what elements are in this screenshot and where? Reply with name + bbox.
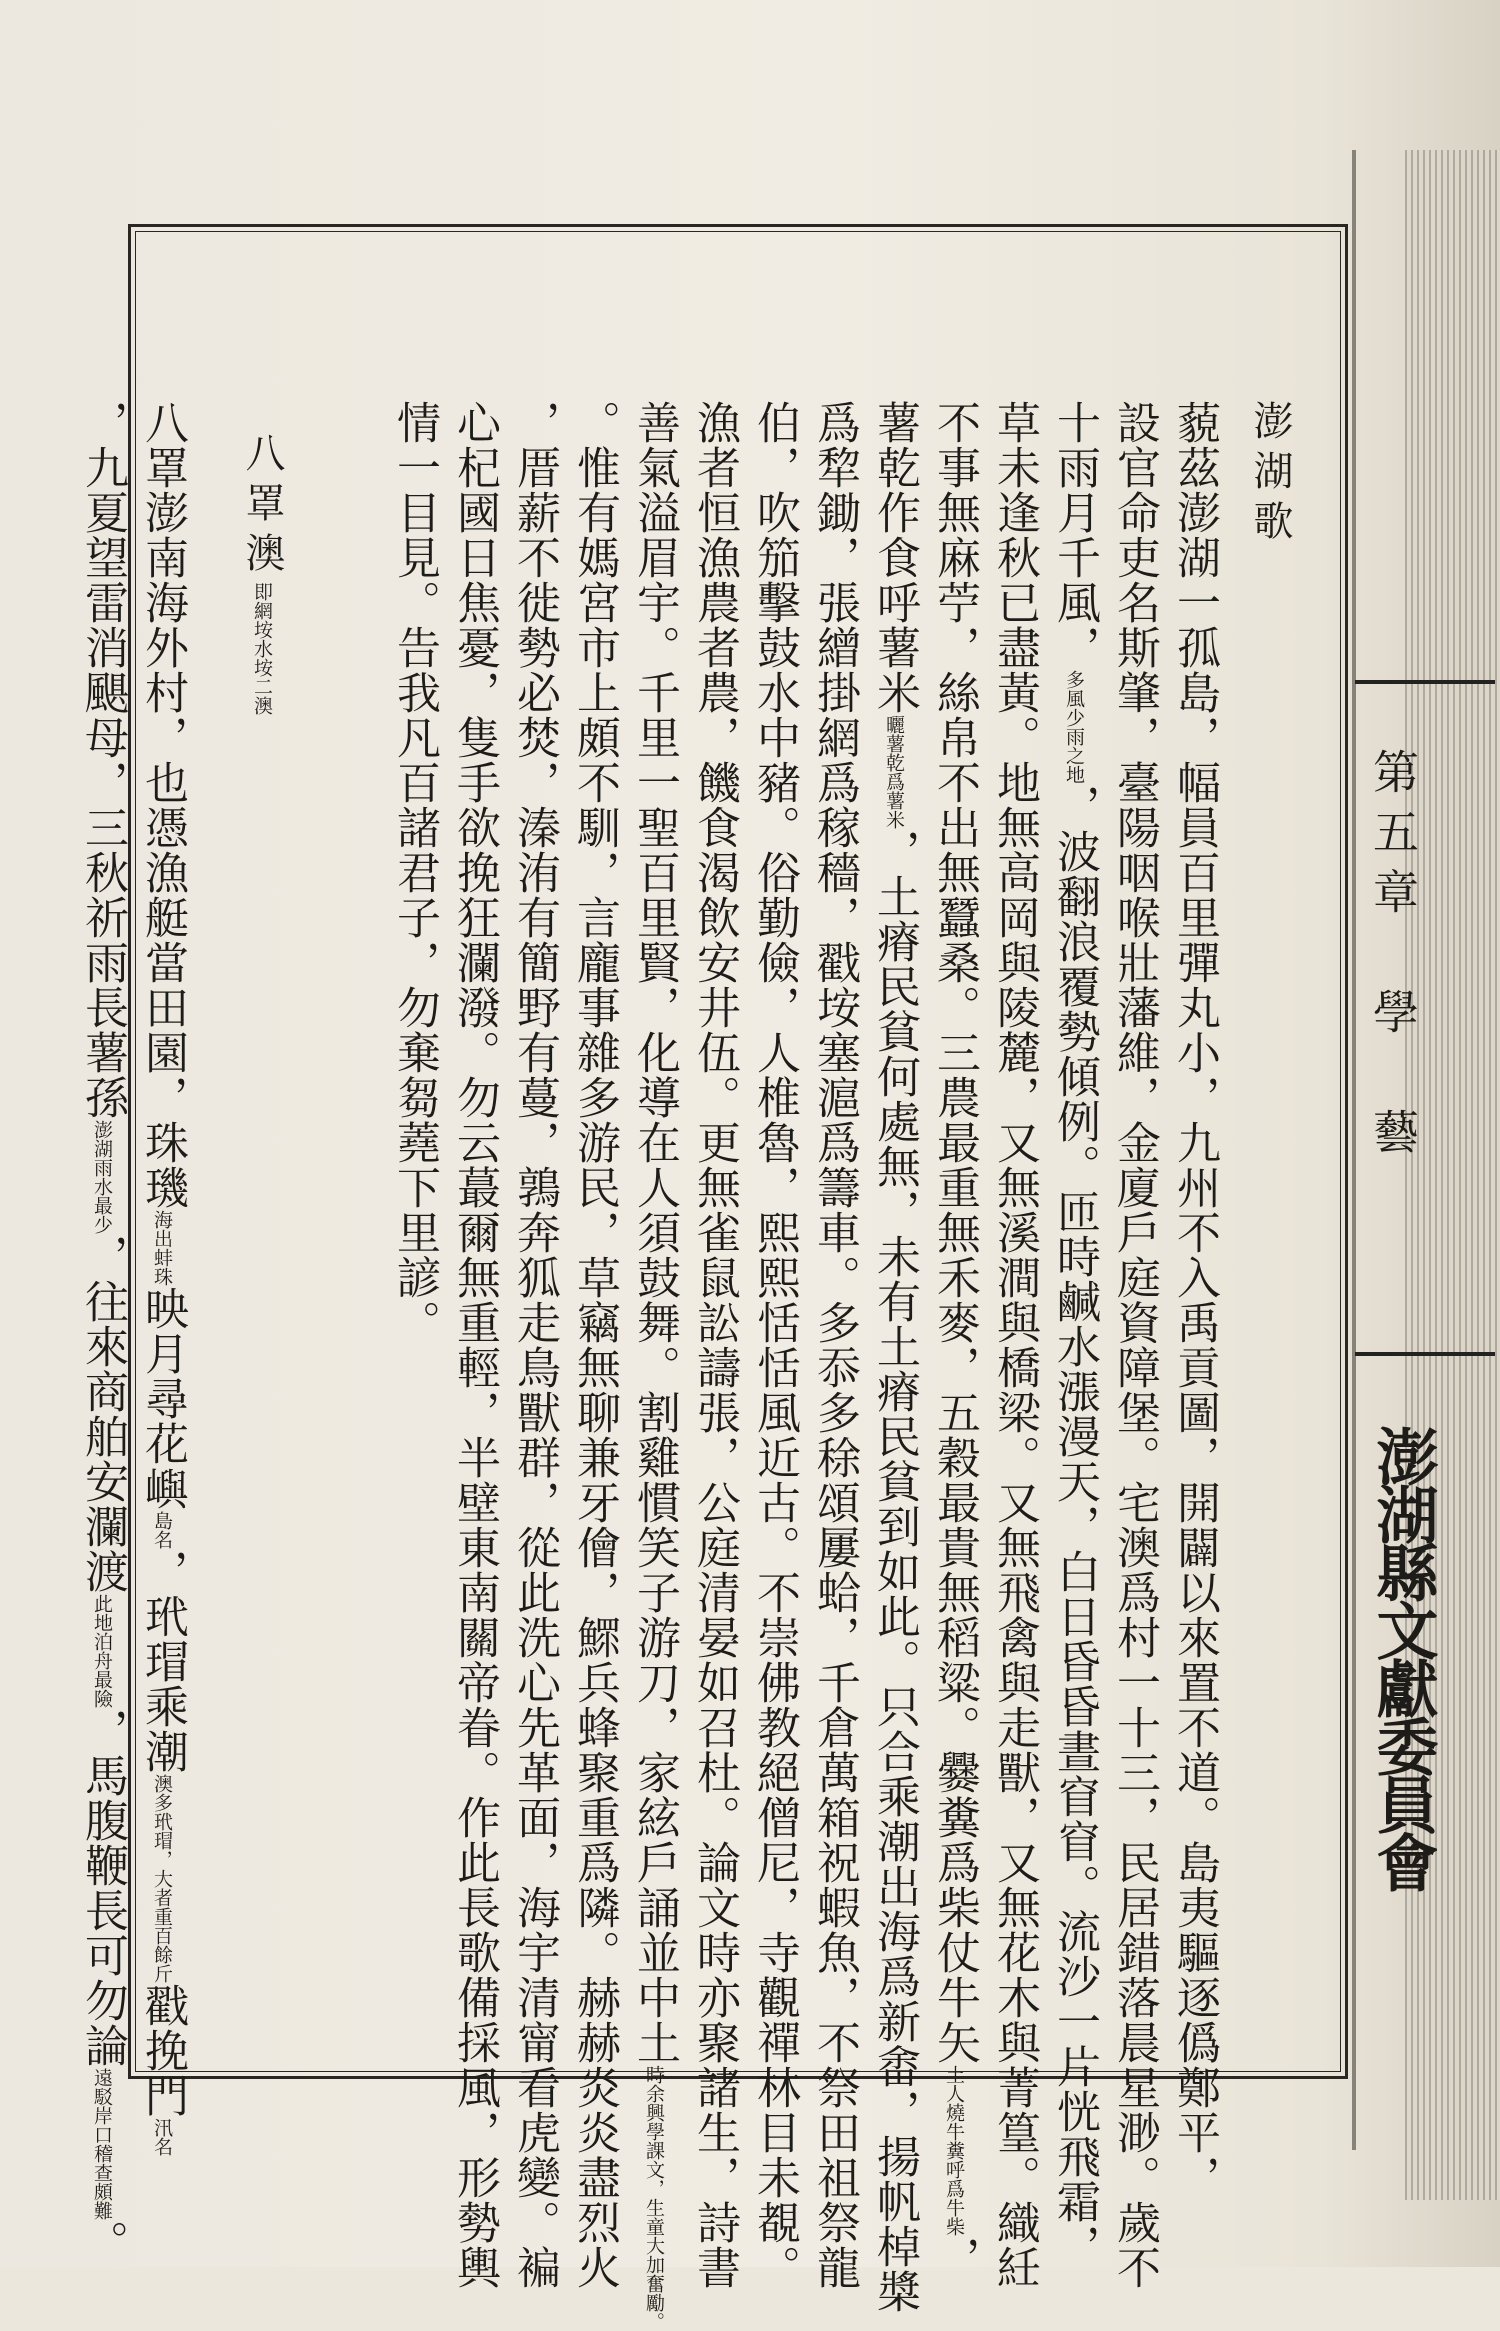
poem1-column-4: [984, 400, 1044, 2290]
poem1-column-7: [804, 400, 864, 2290]
poem1-body: [384, 400, 1224, 2331]
interlinear-note: 汛名: [151, 2118, 173, 2156]
text-run: ，九夏望雷消颶母，三秋祈雨長薯孫: [77, 400, 128, 1120]
text-run: 薯乾作食呼薯米: [869, 400, 920, 715]
text-run: 映月尋花嶼: [137, 1286, 188, 1511]
column-gap: [192, 400, 232, 2060]
text-columns: [72, 400, 1300, 2331]
text-run: 伯，吹笳擊鼓水中豬。俗勤儉，人椎魯，熙熙恬恬風近古。不崇佛教絕僧尼，寺觀禪林目未覩。: [749, 400, 800, 2290]
poem1-column-2: [1104, 400, 1164, 2290]
text-run: 草未逢秋已盡黃。地無高岡與陵麓，又無溪澗與橋梁。又無飛禽與走獸，又無花木與菁篁。織紝: [989, 400, 1040, 2290]
text-run: 不事無麻苧，絲帛不出無蠶桑。三農最重無禾麥，五穀最貴無稻粱。爨糞爲柴仗牛矢: [929, 400, 980, 2065]
text-run: 八罩澎南海外村，也憑漁艇當田園，珠璣: [137, 400, 188, 1210]
poem1-column-9: [684, 400, 744, 2290]
interlinear-note: 土人燒牛糞呼爲牛柴: [943, 2065, 965, 2236]
interlinear-note: 海出蚌珠: [151, 1210, 173, 1286]
text-run: 。: [77, 2220, 128, 2265]
poem1-column-14: [384, 400, 444, 2060]
interlinear-note: 島名: [151, 1511, 173, 1549]
text-run: 設官命吏名斯肇，臺陽咽喉壯藩維，金廈戶庭資障堡。宅澳爲村一十三，民居錯落晨星渺。歲不: [1109, 400, 1160, 2290]
side-margin-rule: [1352, 150, 1356, 2150]
column-gap: [292, 400, 384, 2060]
text-run: 十雨月千風，: [1049, 400, 1100, 670]
text-run: ，往來商舶安瀾渡: [77, 1234, 128, 1594]
text-run: 。惟有媽宮市上頗不馴，言龐事雜多游民，草竊無聊兼牙儈，鰥兵蜂聚重爲隣。赫赫炎炎盡烈火: [569, 400, 620, 2290]
interlinear-note: 澳多玳瑁，大者重百餘斤: [151, 1774, 173, 1983]
text-run: 戳挽門: [137, 1983, 188, 2118]
text-run: ，馬腹鞭長可勿論: [77, 1708, 128, 2068]
chapter-label: 第五章 學 藝: [1366, 748, 1420, 1168]
text-run: 心杞國日焦憂，隻手欲挽狂瀾潑。勿云蕞爾無重輕，半壁東南關帝眷。作此長歌備採風，形勢輿: [449, 400, 500, 2290]
chapter-divider-bottom: [1355, 1352, 1495, 1356]
poem1-column-11: [564, 400, 624, 2290]
interlinear-note: 澎湖雨水最少: [91, 1120, 113, 1234]
text-run: ，土瘠民貧何處無，未有土瘠民貧到如此。只合乘潮出海爲新畬，揚帆棹槳: [869, 829, 920, 2314]
text-run: ，玳瑁乘潮: [137, 1549, 188, 1774]
poem2-body: [72, 400, 192, 2265]
interlinear-note: 時余興學課文，生童大加奮勵。: [643, 2065, 665, 2331]
text-run: ，: [929, 2236, 980, 2281]
interlinear-note: 遠駁岸口稽查頗難: [91, 2068, 113, 2220]
page-edge-shadow: [1405, 150, 1500, 2200]
text-run: ，厝薪不徙勢必焚，溱洧有簡野有蔓，鶉奔狐走鳥獸群，從此洗心先革面，海宇清甯看虎變。褊: [509, 400, 560, 2290]
poem1-column-10: [624, 400, 684, 2331]
poem2-column-1: [132, 400, 192, 2156]
poem1-title: 澎湖歌: [1247, 400, 1293, 550]
poem2-title: 八罩澳: [239, 432, 285, 582]
poem2-title-note: 即網垵水垵二澳: [251, 582, 273, 715]
poem1-column-3: [1044, 400, 1104, 2269]
poem1-column-8: [744, 400, 804, 2290]
text-run: 漁者恒漁農者農，饑食渴飲安井伍。更無雀鼠訟譸張，公庭清晏如召杜。論文時亦聚諸生，詩書: [689, 400, 740, 2290]
interlinear-note: 此地泊舟最險: [91, 1594, 113, 1708]
text-run: ，波翻浪覆勢傾例。匝時鹹水漲漫天，白日昏昏晝窅窅。流沙一片恍飛霜，: [1049, 784, 1100, 2269]
interlinear-note: 多風少雨之地: [1063, 670, 1085, 784]
interlinear-note: 曬薯乾爲薯米: [883, 715, 905, 829]
poem1-column-1: [1164, 400, 1224, 2200]
poem2-column-2: [72, 400, 132, 2265]
publisher-name: 澎湖縣文獻委員會: [1366, 1425, 1439, 1889]
text-run: 爲犂鋤，張繒掛網爲稼穡，戳垵塞滬爲籌車。多忝多稌頌屢蛤，千倉萬箱祝蝦魚，不祭田祖祭龍: [809, 400, 860, 2290]
chapter-divider-top: [1355, 680, 1495, 684]
poem1-column-5: [924, 400, 984, 2281]
text-run: 情一目見。告我凡百諸君子，勿棄芻蕘下里諺。: [389, 400, 440, 1345]
text-run: 藐茲澎湖一孤島，幅員百里彈丸小，九州不入禹貢圖，開闢以來置不道。島夷驅逐僞鄭平，: [1169, 400, 1220, 2200]
poem2-title-column: [232, 400, 292, 2060]
poem1-column-12: [504, 400, 564, 2290]
poem1-column-13: [444, 400, 504, 2290]
text-run: 善氣溢眉宇。千里一聖百里賢，化導在人須鼓舞。割雞慣笑子游刀，家絃戶誦並中土: [629, 400, 680, 2065]
poem1-title-column: [1240, 400, 1300, 2060]
poem1-column-6: [864, 400, 924, 2314]
